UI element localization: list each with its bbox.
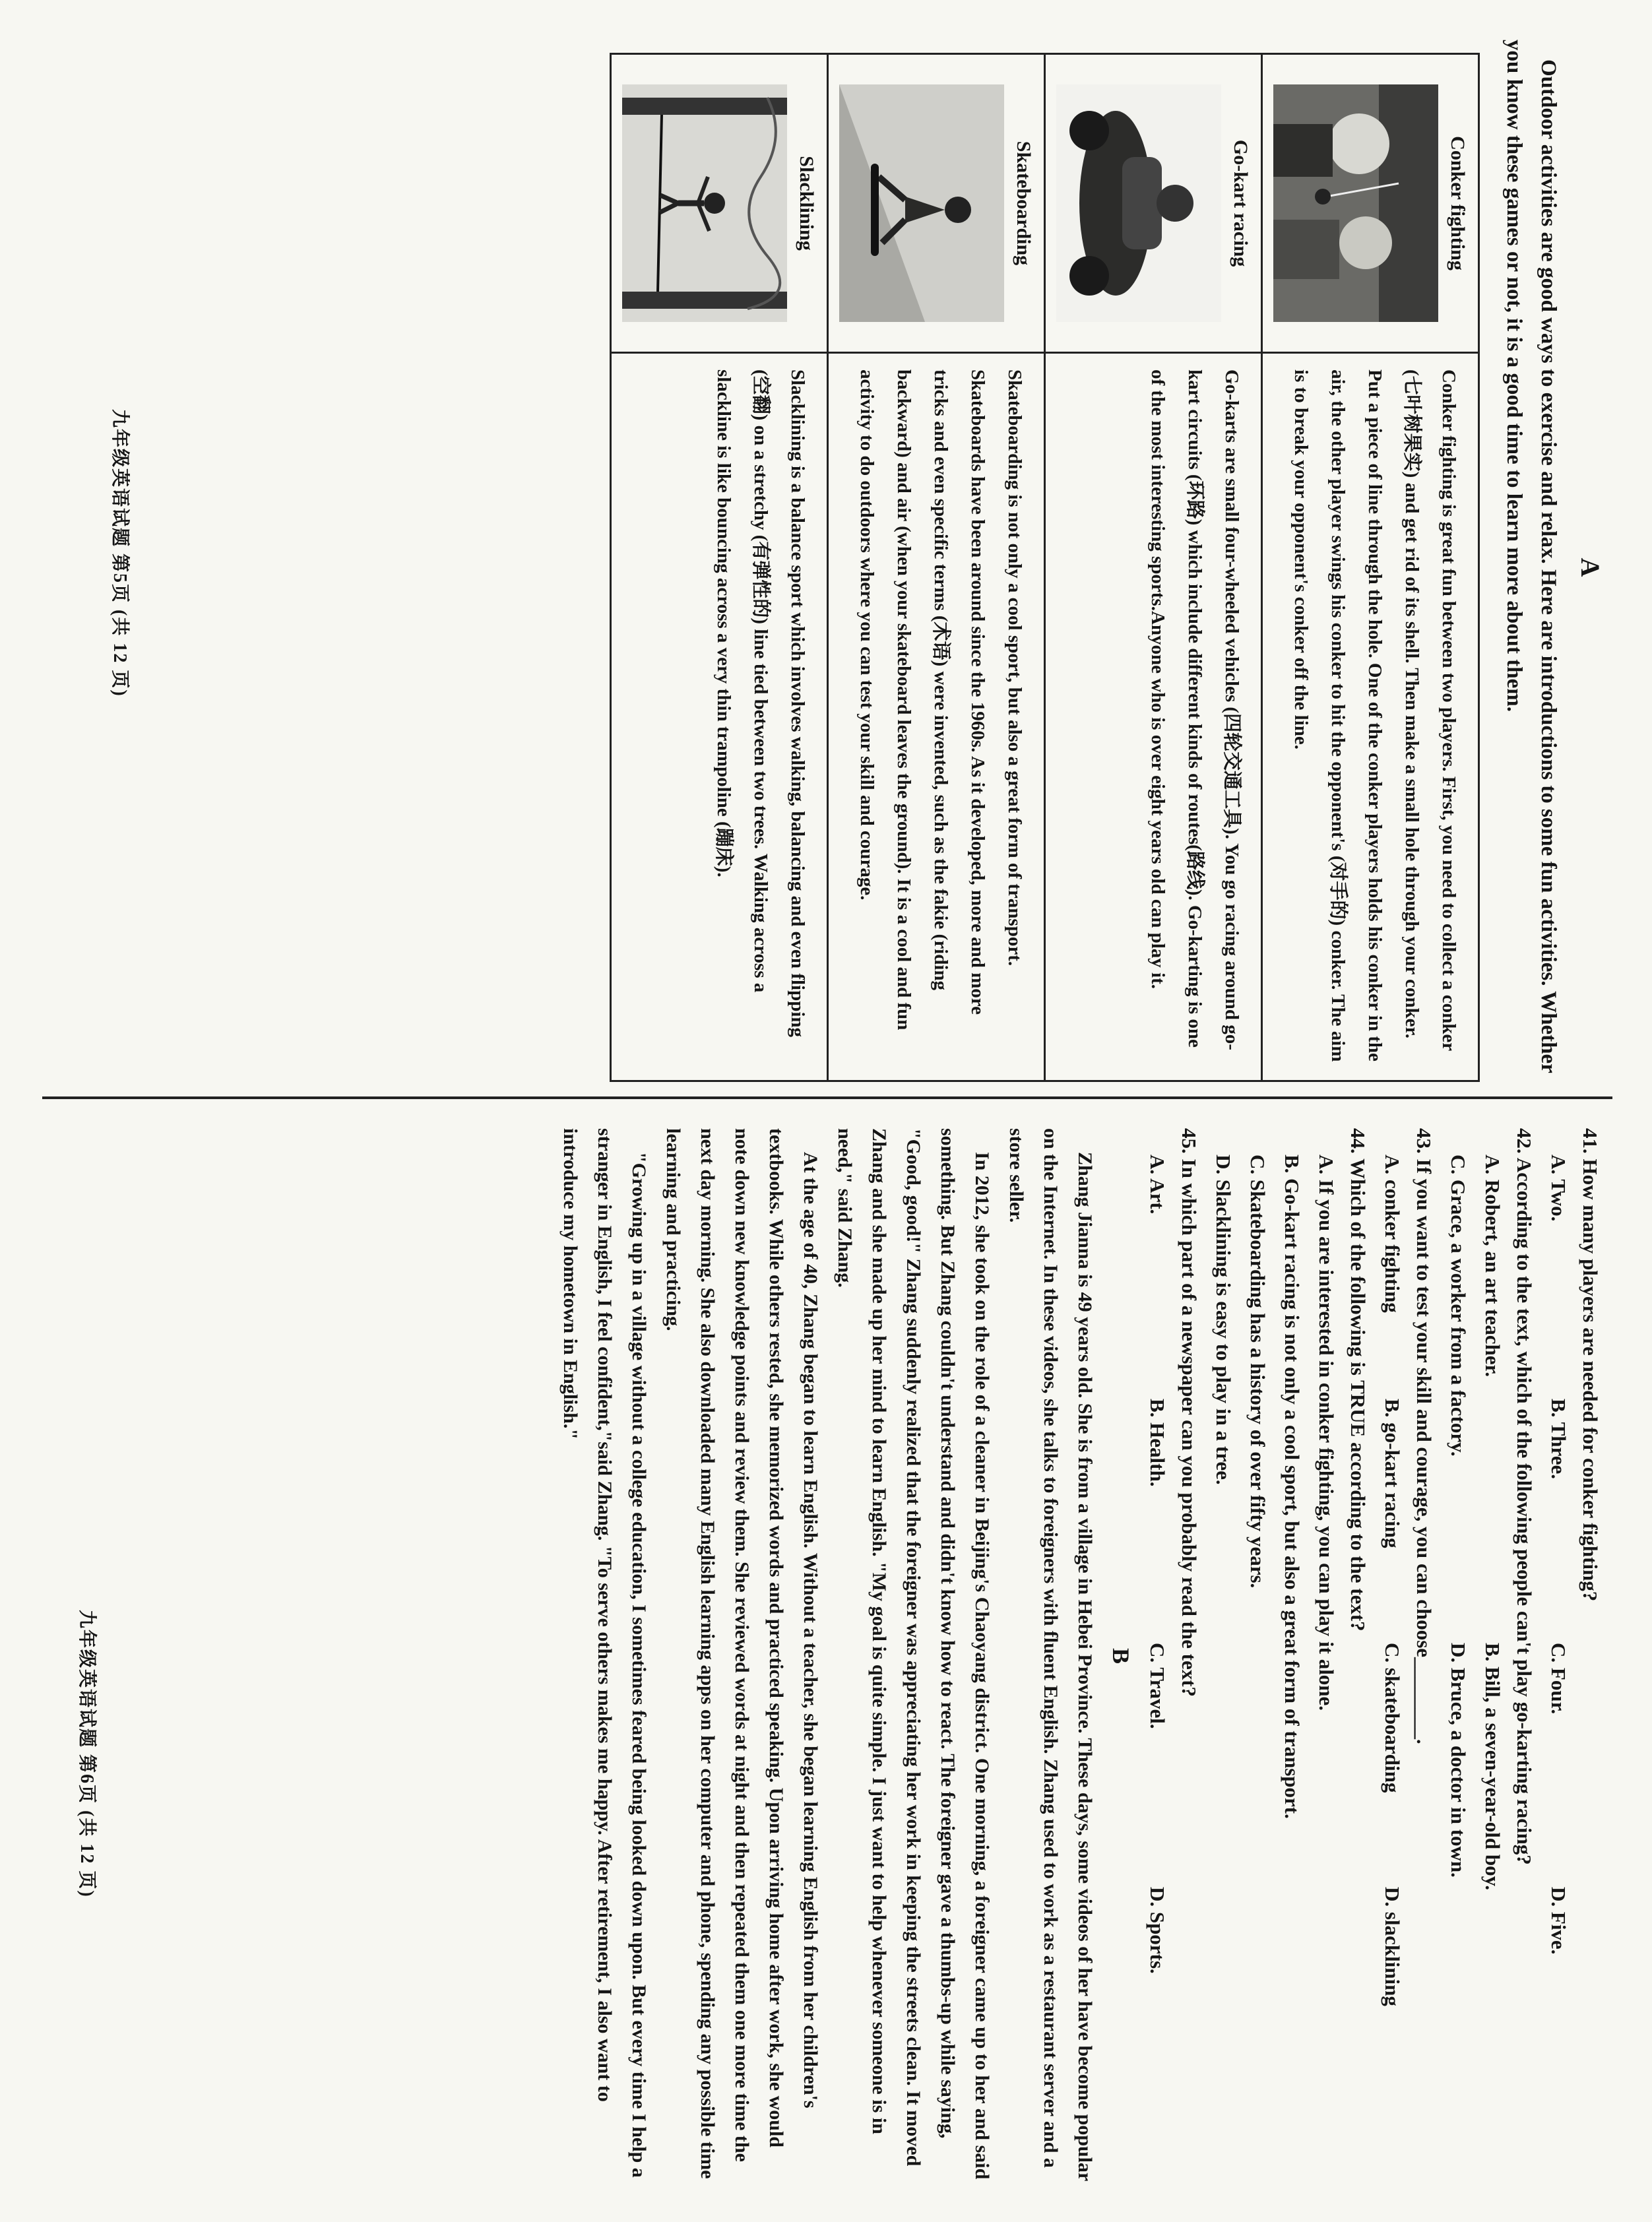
question-text: 42. According to the text, which of the following people can't play go-karting racing? — [1513, 1128, 1536, 1865]
page-footer: 九年级英语试题 第5页 (共 12 页) — [110, 409, 130, 697]
option-b: B. Three. — [1547, 1399, 1570, 1480]
exam-page-6 — [553, 1128, 1606, 2184]
option-c: C. skateboarding — [1381, 1643, 1404, 1793]
skateboarding-photo — [839, 84, 1004, 322]
question-41 — [1542, 1128, 1606, 2184]
slacklining-photo — [622, 84, 787, 322]
activity-image-cell — [828, 54, 1045, 353]
options — [1542, 1128, 1574, 2184]
options — [1376, 1128, 1408, 2184]
activity-image-cell — [611, 54, 828, 353]
option-a: A. Art. — [1146, 1155, 1169, 1215]
option-b: B. Go-kart racing is not only a cool sport, but also a great form of transport. — [1281, 1155, 1304, 1819]
activity-row — [1045, 54, 1262, 1081]
option-a: A. If you are interested in conker fighting, you can play it alone. — [1315, 1155, 1338, 1711]
page-divider — [42, 1096, 1612, 1099]
question-42 — [1442, 1128, 1540, 2184]
activity-text: Conker fighting is great fun between two players. First, you need to collect a conker (七叶树果实) and get rid of its shell. Then make a small hole through your conker. Put a piece of line through the hole. One of the conker players holds his conker in the air, the other player swings his conker to hit the opponent's (对手的) conker. The aim is to break your opponent's conker off the line. — [1262, 353, 1479, 1081]
option-c: C. Skateboarding has a history of over fifty years. — [1246, 1155, 1269, 1589]
passage-paragraph: Zhang Jianna is 49 years old. She is from a village in Hebei Province. These days, some videos of her have become popular on the Internet. In these videos, she talks to foreigners with fluent English. Zhang used to work as a restaurant server and a store seller. — [1005, 1128, 1096, 2181]
activity-row — [611, 54, 828, 1081]
option-c: C. Travel. — [1146, 1643, 1169, 1729]
option-c: C. Four. — [1547, 1643, 1570, 1715]
option-a: A. Two. — [1547, 1155, 1570, 1222]
activity-text: Slacklining is a balance sport which involves walking, balancing and even flipping (空翻) on a stretchy (有弹性的) line tied between two trees. Walking across a slackline is like bouncing across a very thin trampoline (蹦床). — [611, 353, 828, 1081]
go-kart-photo — [1056, 84, 1221, 322]
exam-page-5 — [610, 40, 1606, 1095]
passage-paragraph: In 2012, she took on the role of a cleaner in Beijing's Chaoyang district. One morning, a foreigner came up to her and said something. But Zhang couldn't understand and didn't know how to react. The foreigner gave a thumbs-up while saying, "Good, good!" Zhang suddenly realized that the foreigner was appreciating her work in keeping the streets clean. It moved Zhang and she made up her mind to learn English. "My goal is quite simple. I just want to help whenever someone is in need," said Zhang. — [834, 1128, 993, 2180]
option-a: A. Robert, an art teacher. — [1481, 1155, 1504, 1378]
intro-text: Outdoor activities are good ways to exercise and relax. Here are introductions to some fun activities. Whether you know these games or not, it is a good time to learn more about them. — [1502, 40, 1560, 1073]
question-43 — [1376, 1128, 1440, 2184]
activity-row — [1262, 54, 1479, 1081]
activity-title: Slacklining — [796, 156, 817, 251]
option-b: B. Health. — [1146, 1399, 1169, 1487]
section-heading-b: B — [1108, 1647, 1134, 1664]
option-d: D. Sports. — [1146, 1887, 1169, 1974]
section-heading-a: A — [1575, 557, 1605, 577]
options — [1477, 1128, 1508, 2184]
activity-row — [828, 54, 1045, 1081]
question-text: 45. In which part of a newspaper can you probably read the text? — [1178, 1128, 1201, 1698]
option-d: D. Slacklining is easy to play in a tree. — [1212, 1155, 1235, 1485]
activity-image-cell — [1045, 54, 1262, 353]
option-d: D. slacklining — [1381, 1887, 1404, 2006]
page-footer: 九年级英语试题 第6页 (共 12 页) — [77, 1610, 97, 1898]
question-text: 44. Which of the following is TRUE according to the text? — [1347, 1128, 1370, 1632]
question-text: 41. How many players are needed for conker fighting? — [1579, 1128, 1602, 1602]
activity-title: Conker fighting — [1447, 136, 1469, 270]
passage-paragraph: At the age of 40, Zhang began to learn English. Without a teacher, she began learning English from her children's textbooks. While others rested, she memorized words and practiced speaking. Upon arriving home after work, she would note down new knowledge points and review them. She reviewed words at night and then repeated them one more time the next day morning. She also downloaded many English learning apps on her computer and phone, spending any possible time learning and practicing. — [662, 1128, 821, 2179]
option-c: C. Grace, a worker from a factory. — [1447, 1155, 1470, 1457]
options — [1442, 1128, 1474, 2184]
activities-table — [610, 53, 1480, 1082]
activity-title: Skateboarding — [1013, 141, 1034, 266]
option-b: B. go-kart racing — [1381, 1399, 1404, 1548]
option-b: B. Bill, a seven-year-old boy. — [1481, 1643, 1504, 1891]
options — [1141, 1128, 1173, 2184]
option-d: D. Bruce, a doctor in town. — [1447, 1643, 1470, 1878]
option-a: A. conker fighting — [1381, 1155, 1404, 1313]
option-d: D. Five. — [1547, 1887, 1570, 1955]
question-44 — [1207, 1128, 1374, 2184]
passage-paragraph: "Growing up in a village without a college education, I sometimes feared being looked down upon. But every time I help a stranger in English, I feel confident,"said Zhang. "To serve others makes me happy. After retirement, I also want to introduce my hometown in English." — [559, 1128, 650, 2178]
activity-image-cell — [1262, 54, 1479, 353]
conker-fighting-photo — [1273, 84, 1438, 322]
question-45 — [1141, 1128, 1205, 2184]
activity-text: Go-karts are small four-wheeled vehicles (四轮交通工具). You go racing around go-kart circuits (环路) which include different kinds of routes(路线). Go-karting is one of the most interesting sports.Anyone who is over eight years old can play it. — [1045, 353, 1262, 1081]
activity-title: Go-kart racing — [1230, 139, 1252, 267]
activity-text: Skateboarding is not only a cool sport, but also a great form of transport. Skateboards have been around since the 1960s. As it developed, more and more tricks and even specific terms (术语) were invented, such as the fakie (riding backward) and air (when your skateboard leaves the ground). It is a cool and fun activity to do outdoors where you can test your skill and courage. — [828, 353, 1045, 1081]
question-text: 43. If you want to test your skill and courage, you can choose________. — [1413, 1128, 1436, 1744]
